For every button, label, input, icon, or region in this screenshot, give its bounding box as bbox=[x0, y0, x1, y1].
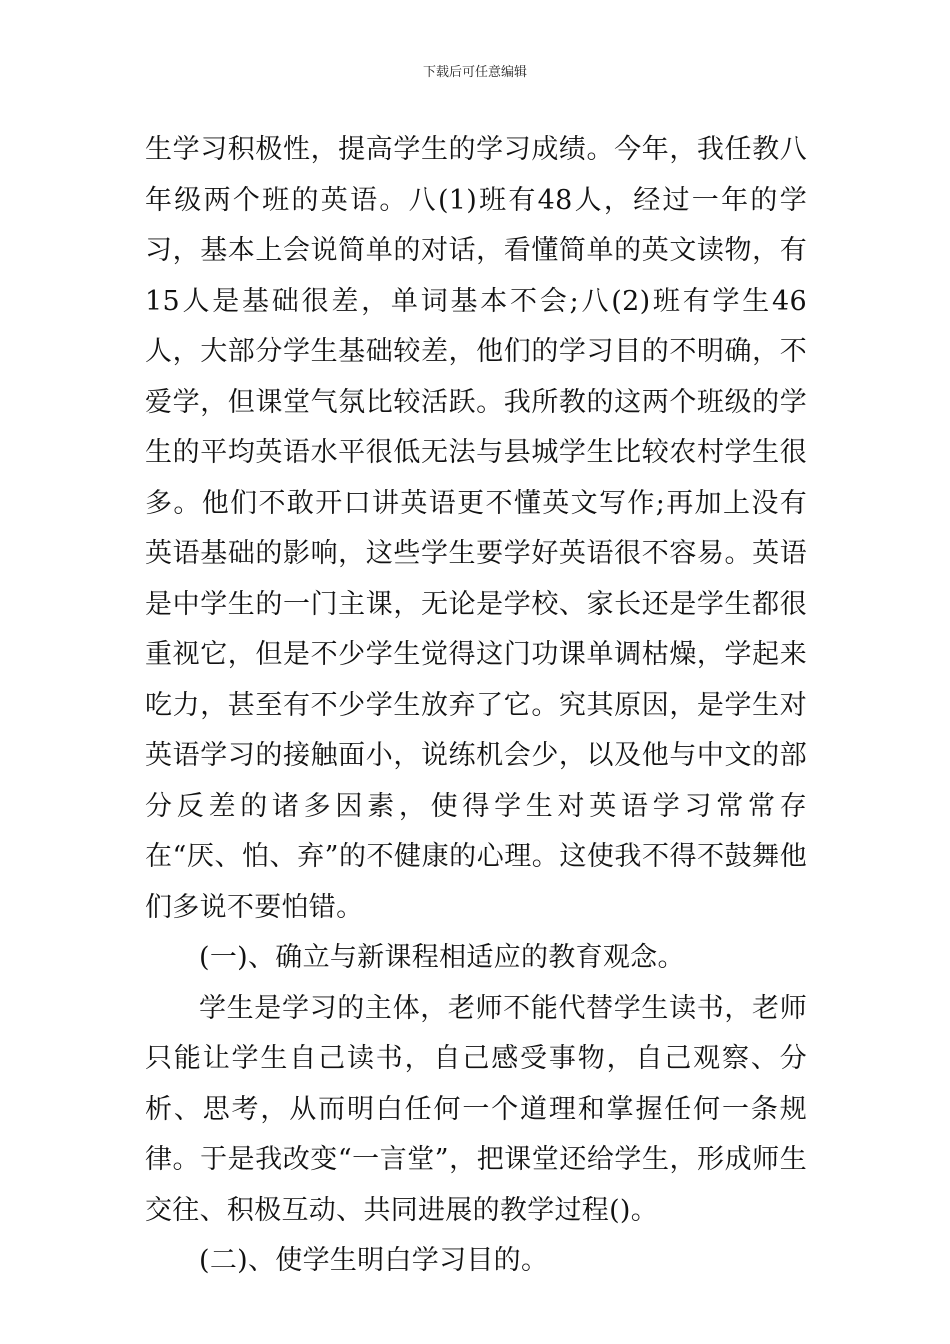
paragraph-student-subject: 学生是学习的主体，老师不能代替学生读书，老师只能让学生自己读书，自己感受事物，自己观察、分析、思考，从而明白任何一个道理和掌握任何一条规律。于是我改变“一言堂”，把课堂还给学生，形成师生交往、积极互动、共同进展的教学过程()。 bbox=[145, 992, 807, 1226]
page-header: 下载后可任意编辑 bbox=[422, 65, 527, 80]
section-heading-two: (二)、使学生明白学习目的。 bbox=[199, 1245, 549, 1276]
document-body bbox=[145, 125, 807, 1287]
paragraph-continuation: 生学习积极性，提高学生的学习成绩。今年，我任教八年级两个班的英语。八(1)班有48人，经过一年的学习，基本上会说简单的对话，看懂简单的英文读物，有15人是基础很差，单词基本不会;八(2)班有学生46人，大部分学生基础较差，他们的学习目的不明确，不爱学，但课堂气氛比较活跃。我所教的这两个班级的学生的平均英语水平很低无法与县城学生比较农村学生很多。他们不敢开口讲英语更不懂英文写作;再加上没有英语基础的影响，这些学生要学好英语很不容易。英语是中学生的一门主课，无论是学校、家长还是学生都很重视它，但是不少学生觉得这门功课单调枯燥，学起来吃力，甚至有不少学生放弃了它。究其原因，是学生对英语学习的接触面小，说练机会少，以及他与中文的部分反差的诸多因素，使得学生对英语学习常常存在“厌、怕、弃”的不健康的心理。这使我不得不鼓舞他们多说不要怕错。 bbox=[145, 134, 807, 923]
section-heading-one: (一)、确立与新课程相适应的教育观念。 bbox=[199, 942, 685, 973]
